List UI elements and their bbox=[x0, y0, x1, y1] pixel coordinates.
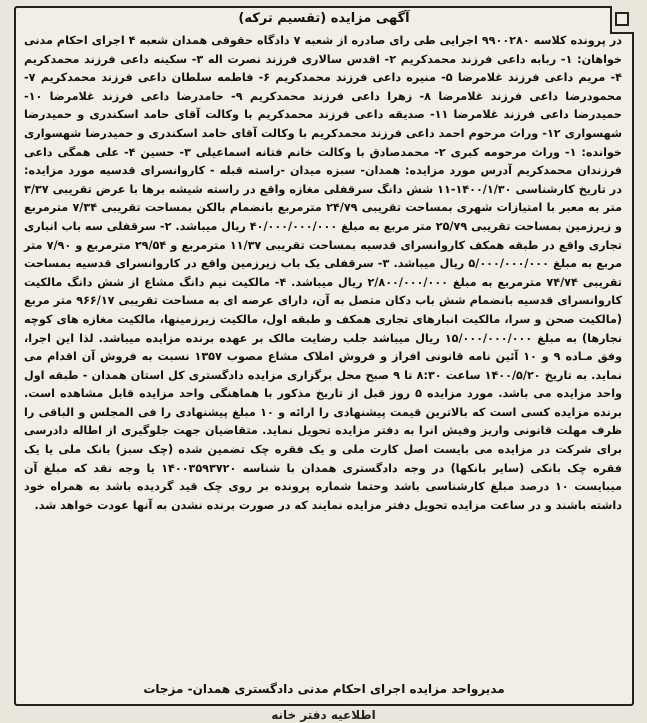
notice-signature: مدیرواحد مزایده اجرای احکام مدنی دادگستری همدان- مزجات bbox=[143, 682, 505, 696]
notice-body bbox=[24, 32, 622, 515]
notice-body-text: در پرونده کلاسه ۹۹۰۰۲۸۰ اجرایی طی رای صادره از شعبه ۷ دادگاه حقوقی همدان شعبه ۴ اجرای احکام مدنی خواهان: ۱- ربابه داعی فرزند محمدکریم ۲- اقدس سالاری فرزند نصرت اله ۳- سکینه داعی فرزند محمدکریم ۴- مریم داعی فرزند غلامرضا ۵- منیره داعی فرزند محمدکریم ۶- فاطمه سلطان داعی فرزند محمدکریم ۷- محمودرضا داعی فرزند غلامرضا ۸- زهرا داعی فرزند محمدکریم ۹- حامدرضا داعی فرزند غلامرضا ۱۰- حمیدرضا داعی فرزند غلامرضا ۱۱- صدیقه داعی فرزند محمدکریم با وکالت آقای حامد اسکندری و حمیدرضا شهسواری ۱۲- وراث مرحوم احمد داعی فرزند محمدکریم با وکالت آقای حامد اسکندری و حمیدرضا شهسواری خوانده: ۱- وراث مرحومه کبری ۲- محمدصادق با وکالت خانم فتانه اسماعیلی ۳- حسین ۴- علی همگی داعی فرزندان محمدکریم آدرس مورد مزایده: همدان- سبزه میدان -راسته قبله - کاروانسرای قدسیه مورد مزایده: در تاریخ کارشناسی ۱۴۰۰/۱/۳۰-۱۱ شش دانگ سرقفلی مغازه واقع در راسته شیشه برها با عرض تقریبی ۳/۳۷ متر به معبر با امتیازات شهری بمساحت تقریبی ۲۴/۷۹ مترمربع بانضمام بالکن بمساحت تقریبی ۷/۳۴ مترمربع و زیرزمین بمساحت تقریبی ۲۵/۷۹ متر مربع به مبلغ ۴۰/۰۰۰/۰۰۰/۰۰۰ ریال میباشد. ۲- سرقفلی سه باب انباری تجاری واقع در طبقه همکف کاروانسرای قدسیه بمساحت تقریبی ۱۱/۳۷ مترمربع و ۲۹/۵۴ مترمربع و ۷/۹۰ متر مربع به مبلغ ۵/۰۰۰/۰۰۰/۰۰۰ ریال میباشد. ۳- سرقفلی یک باب زیرزمین واقع در کاروانسرای قدسیه بمساحت تقریبی ۷۴/۷۴ مترمربع به مبلغ ۲/۸۰۰/۰۰۰/۰۰۰ ریال میباشد. ۴- مالکیت نیم دانگ مشاع از شش دانگ مالکیت کاروانسرای قدسیه بانضمام شش باب دکان متصل به آن، دارای عرصه ای به مساحت تقریبی ۹۶۶/۱۷ متر مربع (مالکیت صحن و سرا، مالکیت انبارهای تجاری همکف و طبقه اول، مالکیت زیرزمینها، مالکیت مغازه های کوچه نجارها) به مبلغ ۱۵/۰۰۰/۰۰۰/۰۰۰ ریال میباشد جلب رضایت مالک بر عهده برنده مزایده میباشد. لذا این اجرا، وفق مـاده ۹ و ۱۰ آئین نامه قانونی افراز و فروش املاک مشاع مصوب ۱۳۵۷ نسبت به فروش آن اقدام می نماید. به تاریخ ۱۴۰۰/۵/۲۰ ساعت ۸:۳۰ تا ۹ صبح محل برگزاری مزایده دادگستری کل استان همدان - طبقه اول واحد مزایده می باشد. مورد مزایده ۵ روز قبل از تاریخ مذکور با هماهنگی واحد مزایده قابل مشاهده است. برنده مزایده کسی است که بالاترین قیمت پیشنهادی را ارائه و ۱۰ مبلغ پیشنهادی را فی المجلس و الباقی را ظرف مهلت قانونی واریز وفیش انرا به دفتر مزایده تحویل نماید. متقاضیان جهت جلوگیری از اطاله دادرسی برای شرکت در مزایده می بایست اصل کارت ملی و یک فقره چک تضمین شده (چک سبز) بانک ملی یا یک فقره چک بانکی (سایر بانکها) در وجه دادگستری همدان با شناسه ۱۴۰۰۳۵۹۳۷۲۰ یا وجه نقد که مبلغ آن میبایست ۱۰ درصد مبلغ کارشناسی باشد وحتما شماره پرونده بر روی چک قید گردیده باشد به همراه خود داشته باشند و در ساعت مزایده تحویل دفتر مزایده نمایند که در صورت برنده نشدن به آنها عودت خواهد شد. bbox=[24, 34, 623, 512]
next-notice-title-fragment: اطلاعیه دفتر خانه bbox=[271, 708, 376, 722]
notice-frame bbox=[14, 6, 634, 706]
notice-title: آگهی مزایده (تقسیم ترکه) bbox=[238, 11, 410, 26]
